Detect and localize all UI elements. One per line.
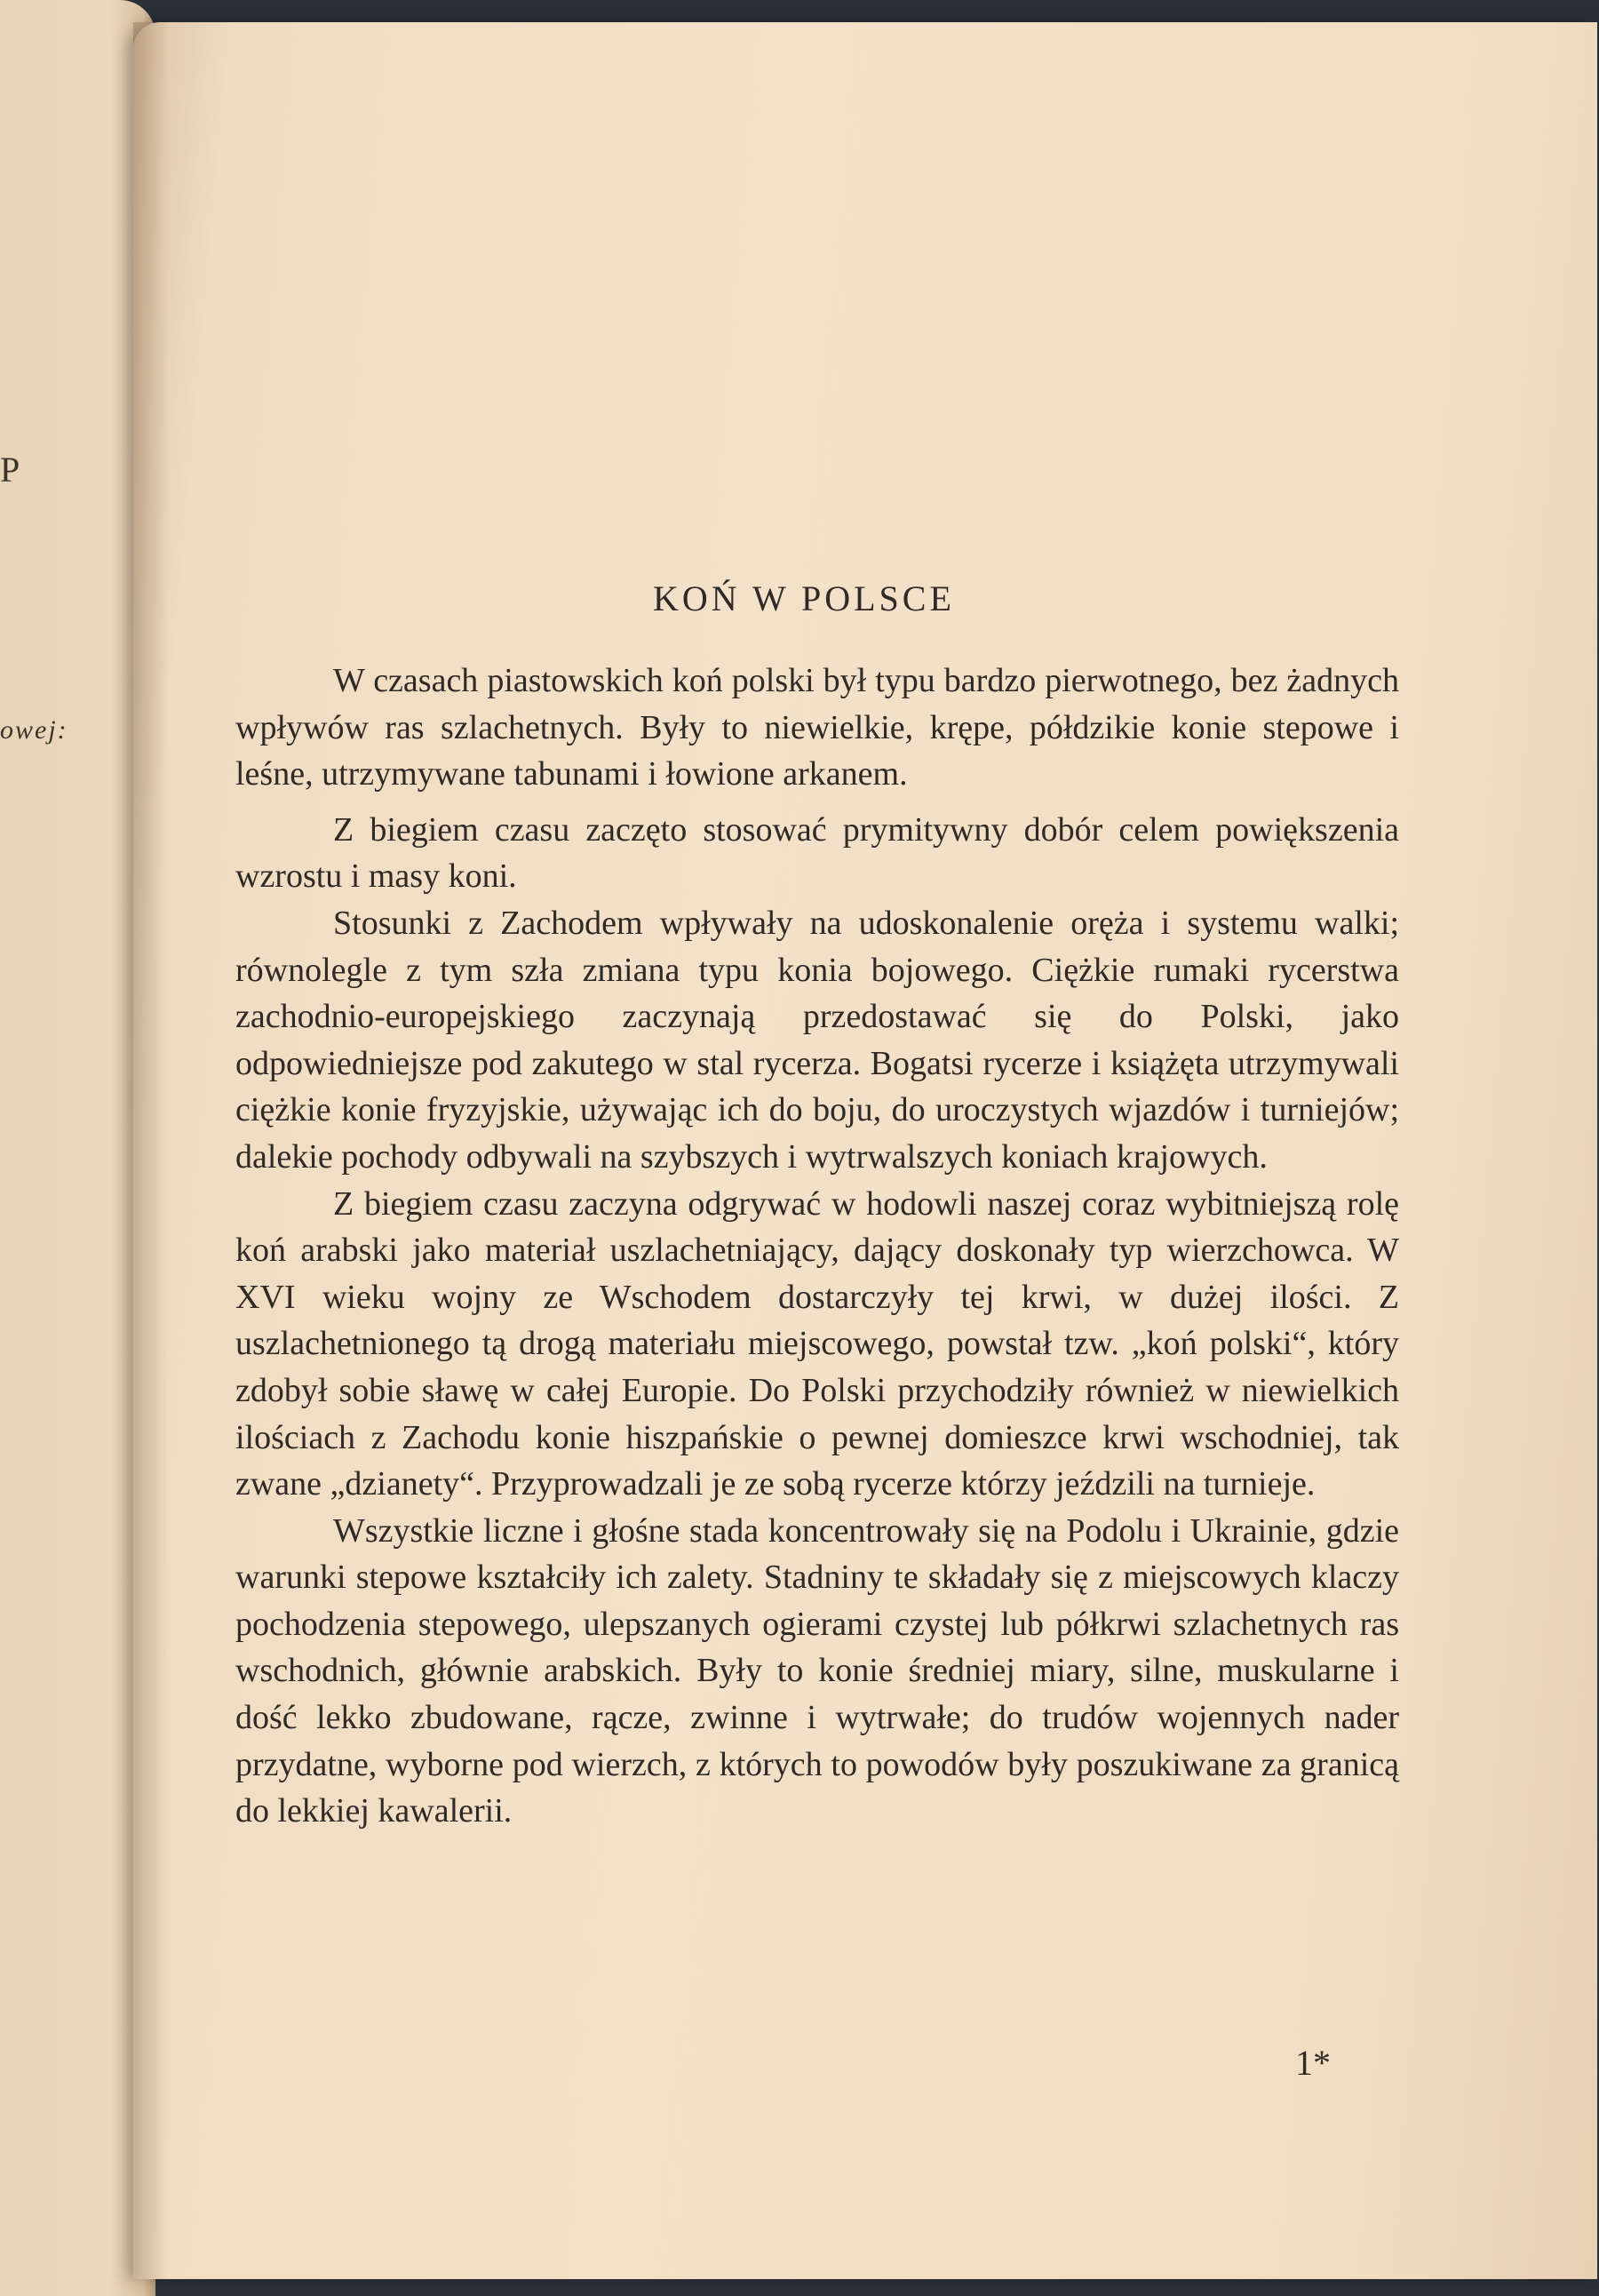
- paragraph: Z biegiem czasu zaczyna odgrywać w hodowli naszej coraz wybitniejszą rolę koń arabski jako materiał uszlachetniający, dający doskonały typ wierzchowca. W XVI wieku wojny ze Wschodem dostarczyły tej krwi, w dużej ilości. Z uszlachetnionego tą drogą materiału miejscowego, powstał tzw. „koń polski“, który zdobył sobie sławę w całej Europie. Do Polski przychodziły również w niewielkich ilościach z Zachodu konie hiszpańskie o pewnej domieszce krwi wschodniej, tak zwane „dzianety“. Przyprowadzali je ze sobą rycerze którzy jeździli na turnieje.: [235, 1184, 1399, 1503]
- spine-shadow: [133, 22, 169, 2279]
- left-page-fragment: P: [0, 450, 20, 490]
- paragraph: W czasach piastowskich koń polski był typu bardzo pierwotnego, bez żadnych wpływów ras szlachetnych. Były to niewielkie, krępe, półdzikie konie stepowe i leśne, utrzymywane tabunami i łowione arkanem.: [235, 662, 1399, 793]
- paragraph: Wszystkie liczne i głośne stada koncentrowały się na Podolu i Ukrainie, gdzie warunki stepowe kształciły ich zalety. Stadniny te składały się z miejscowych klaczy pochodzenia stepowego, ulepszanych ogierami czystej lub półkrwi szlachetnych ras wschodnich, głównie arabskich. Były to konie średniej miary, silne, muskularne i dość lekko zbudowane, rącze, zwinne i wytrwałe; do trudów wojennych nader przydatne, wyborne pod wierzch, z których to powodów były poszukiwane za granicą do lekkiej kawalerii.: [235, 1511, 1399, 1830]
- paragraph: Z biegiem czasu zaczęto stosować prymitywny dobór celem powiększenia wzrostu i masy koni.: [235, 810, 1399, 896]
- left-page-edge: [0, 0, 155, 2296]
- left-page-fragment: owej:: [0, 715, 68, 745]
- paragraph: Stosunki z Zachodem wpływały na udoskonalenie oręża i systemu walki; równolegle z tym szła zmiana typu konia bojowego. Ciężkie rumaki rycerstwa zachodnio-europejskiego zaczynają przedostawać się do Polski, jako odpowiedniejsze pod zakutego w stal rycerza. Bogatsi rycerze i książęta utrzymywali ciężkie konie fryzyjskie, używając ich do boju, do uroczystych wjazdów i turniejów; dalekie pochody odbywali na szybszych i wytrwalszych koniach krajowych.: [235, 904, 1399, 1176]
- page-number: 1*: [1295, 2043, 1331, 2083]
- chapter-title: KOŃ W POLSCE: [653, 578, 955, 618]
- body-text: [235, 658, 1399, 1835]
